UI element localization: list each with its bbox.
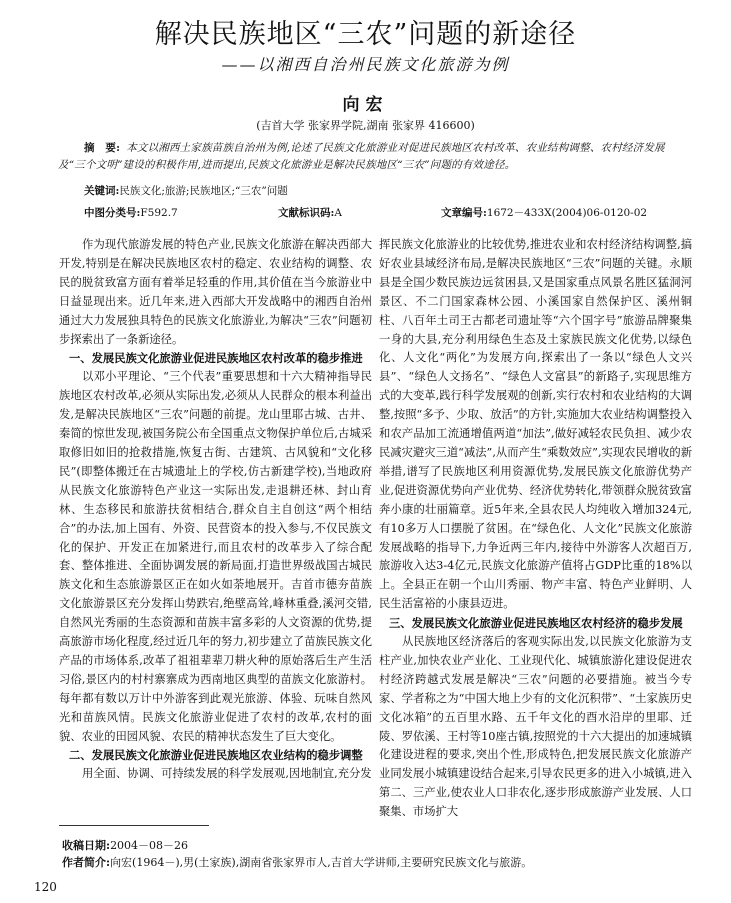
author-bio-text: 向宏(1964－),男(土家族),湖南省张家界市人,吉首大学讲师,主要研究民族文化与旅游。 (110, 856, 533, 869)
document-code (278, 205, 342, 220)
author-affiliation: (吉首大学 张家界学院,湖南 张家界 416600) (256, 119, 475, 132)
paragraph-section-2-cont: 挥民族文化旅游业的比较优势,推进农业和农村经济结构调整,搞好农业县域经济布局,是解决民族地区“三农”问题的关键。永顺县是全国少数民族边远贫困县,又是国家重点风景名胜区猛洞河景区、不二门国家森林公园、小溪国家自然保护区、溪州铜柱、八百年土司王古都老司遗址等“六个国字号”旅游品牌聚集一身的大县,充分利用绿色生态及土家族民族文化优势,以绿色化、人文化“两化”为发展方向,探索出了一条以“绿色人文兴县”、“绿色人文扬名”、“绿色人文富县”的新路子,实现思维方式的大变革,践行科学发展观的创新,实行农村和农业结构的大调整,按照“多予、少取、放活”的方针,实施加大农业结构调整投入和农产品加工流通增值两道“加法”,做好减轻农民负担、减少农民减灾避灾三道“减法”,从而产生“乘数效应”,实现农民增收的新举措,谱写了民族地区利用资源优势,发展民族文化旅游优势产业,促进资源优势向产业优势、经济优势转化,带领群众脱贫致富奔小康的壮丽篇章。近5年来,全县农民人均纯收入增加324元,有10多万人口摆脱了贫困。在“绿色化、人文化”民族文化旅游发展战略的指导下,力争近两三年内,接待中外游客人次超百万,旅游收入达3-4亿元,民族文化旅游产值将占GDP比重的18%以上。全县正在朝一个山川秀丽、物产丰富、特色产业鲜明、人民生活富裕的小康县迈进。 (379, 238, 692, 611)
clc-label: 中图分类号: (84, 207, 141, 219)
clc-value: F592.7 (140, 207, 178, 219)
body-column-right (379, 236, 692, 822)
paragraph-intro: 作为现代旅游发展的特色产业,民族文化旅游在解决西部大开发,特别是在解决民族地区农村的稳定、农业结构的调整、农民的脱贫致富方面有着举足轻重的作用,其价值在当今旅游业中日益显现出来。近几年来,进入西部大开发战略中的湘西自治州通过大力发展独具特色的民族文化旅游业,为解决“三农”问题初步探索出了一条新途径。 (59, 238, 372, 346)
doc-code-value: A (334, 207, 342, 219)
paragraph-section-1: 以邓小平理论、“三个代表”重要思想和十六大精神指导民族地区农村改革,必须从实际出发,必须从人民群众的根本利益出发,是解决民族地区“三农”问题的前提。龙山里耶古城、古井、秦简的惊世发现,被国务院公布全国重点文物保护单位后,古城采取修旧如旧的抢救措施,恢复古街、古建筑、古风貌和“文化移民”(即整体搬迁在古城遗址上的学校,仿古新建学校),当地政府从民族文化旅游特色产业这一实际出发,走退耕还林、封山育林、生态移民和旅游扶贫相结合,群众自主自创这“两个相结合”的办法,加上国有、外资、民营资本的投入参与,不仅民族文化的保护、开发正在加紧进行,而且农村的改革步入了综合配套、整体推进、全面协调发展的新局面,打造世界级战国古城民族文化和生态旅游景区正在如火如荼地展开。吉首市德夯苗族文化旅游景区充分发挥山势跌宕,绝壁高耸,峰林重叠,溪河交错,自然风光秀丽的生态资源和苗族丰富多彩的人文资源的优势,提高旅游市场化程度,经过近几年的努力,初步建立了苗族民族文化产品的市场体系,改革了祖祖辈辈刀耕火种的原始落后生产生活习俗,景区内的村村寨寨成为西南地区典型的苗族文化旅游村。每年都有数以万计中外游客到此观光旅游、体验、玩味自然风光和苗族风情。民族文化旅游业促进了农村的改革,农村的面貌、农业的田园风貌、农民的精神状态发生了巨大变化。 (59, 370, 372, 743)
keywords-label: 关键词: (84, 185, 120, 197)
section-heading-2: 二、发展民族文化旅游业促进民族地区农业结构的稳步调整 (69, 748, 363, 763)
keywords (84, 183, 288, 198)
doc-code-label: 文献标识码: (278, 207, 335, 219)
abstract (58, 140, 688, 174)
paper-title: 解决民族地区“三农”问题的新途径 (154, 19, 577, 50)
paragraph-section-3: 从民族地区经济落后的客观实际出发,以民族文化旅游为支柱产业,加快农业产业化、工业现代化、城镇旅游化建设促进农村经济跨越式发展是解决“三农”问题的必要措施。被当今专家、学者称之为“中国大地上少有的文化沉积带”、“土家族历史文化冰箱”的五百里水路、五千年文化的酉水沿岸的里耶、迁陵、罗依溪、王村等10座古镇,按照党的十六大提出的加速城镇化建设进程的要求,突出个性,形成特色,把发展民族文化旅游产业同发展小城镇建设结合起来,引导农民更多的进入小城镇,进入第二、三产业,使农业人口非农化,逐步形成旅游产业发展、人口聚集、市场扩大 (379, 635, 692, 819)
article-no-value: 1672－433X(2004)06-0120-02 (486, 207, 648, 219)
page-number: 120 (34, 880, 57, 894)
section-heading-3: 三、发展民族文化旅游业促进民族地区农村经济的稳步发展 (389, 616, 683, 631)
author-name: 向宏 (342, 95, 389, 115)
author-bio (62, 854, 532, 870)
section-heading-1: 一、发展民族文化旅游业促进民族地区农村改革的稳步推进 (69, 351, 363, 366)
paragraph-section-2-start: 用全面、协调、可持续发展的科学发展观,因地制宜,充分发 (82, 767, 372, 781)
footnote-divider (59, 825, 209, 826)
received-value: 2004－08－26 (110, 839, 189, 852)
body-column-left (59, 236, 372, 784)
author-bio-label: 作者简介: (62, 856, 111, 869)
article-number (441, 205, 647, 220)
abstract-label: 摘 要: (84, 142, 121, 154)
received-label: 收稿日期: (62, 839, 111, 852)
keywords-text: 民族文化;旅游;民族地区;“三农”问题 (119, 185, 288, 197)
abstract-text: 本文以湘西土家族苗族自治州为例,论述了民族文化旅游业对促进民族地区农村改革、农业结构调整、农村经济发展及“三个文明”建设的积极作用,进而提出,民族文化旅游业是解决民族地区“三农”问题的有效途径。 (58, 142, 665, 171)
received-date (62, 837, 188, 853)
paper-subtitle: ——以湘西自治州民族文化旅游为例 (221, 55, 510, 74)
clc-number (84, 205, 178, 220)
article-no-label: 文章编号: (441, 207, 487, 219)
